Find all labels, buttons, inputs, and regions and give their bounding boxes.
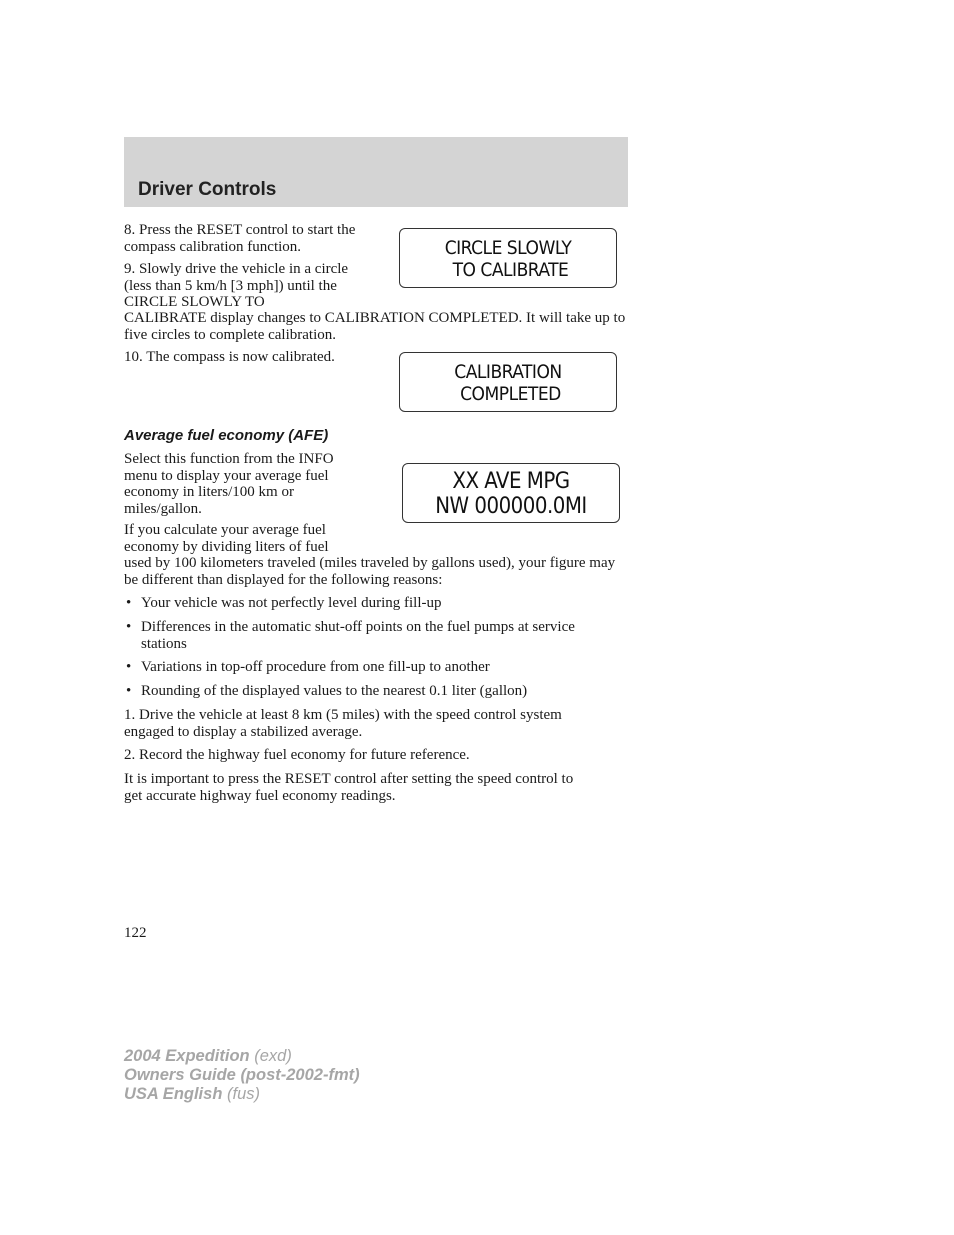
afe-intro-text: Select this function from the INFO menu to display your average fuel economy in liters/100 km or miles/gallon.	[124, 451, 334, 517]
footer-line-3	[124, 1085, 360, 1104]
lcd-display-calibration-completed	[399, 352, 617, 412]
step-9-text-part1: 9. Slowly drive the vehicle in a circle (less than 5 km/h [3 mph]) until the CIRCLE SLOWLY TO	[124, 261, 349, 310]
document-footer	[124, 1047, 360, 1104]
lcd-line-2: COMPLETED	[455, 383, 561, 405]
lcd-line-1: CIRCLE SLOWLY	[444, 237, 572, 259]
bullet-icon: •	[126, 659, 132, 675]
footer-model-code: (exd)	[249, 1047, 292, 1065]
afe-heading: Average fuel economy (AFE)	[124, 427, 329, 444]
afe-step-1-text: 1. Drive the vehicle at least 8 km (5 miles) with the speed control system engaged to display a stabilized average.	[124, 707, 562, 740]
bullet-icon: •	[126, 619, 132, 635]
lcd-line-1: XX AVE MPG	[452, 469, 570, 494]
lcd-display-circle-slowly	[399, 228, 617, 288]
bullet-icon: •	[126, 595, 132, 611]
afe-calc-text-part1: If you calculate your average fuel economy by dividing liters of fuel	[124, 522, 329, 555]
footer-language-code: (fus)	[222, 1085, 260, 1103]
afe-calc-text-part2: used by 100 kilometers traveled (miles traveled by gallons used), your figure may be different than displayed for the following reasons:	[124, 555, 616, 588]
section-header-band	[124, 137, 628, 207]
reason-text: Your vehicle was not perfectly level during fill-up	[141, 595, 442, 611]
reason-text: Rounding of the displayed values to the nearest 0.1 liter (gallon)	[141, 683, 528, 699]
footer-line-1	[124, 1047, 360, 1066]
footer-language: USA English	[124, 1085, 223, 1103]
step-8-text: 8. Press the RESET control to start the compass calibration function.	[124, 222, 356, 255]
reset-note-text: It is important to press the RESET control after setting the speed control to get accurate highway fuel economy readings.	[124, 771, 574, 804]
bullet-icon: •	[126, 683, 132, 699]
afe-step-2-text: 2. Record the highway fuel economy for future reference.	[124, 747, 470, 763]
footer-model: 2004 Expedition	[124, 1047, 250, 1065]
page-number: 122	[124, 925, 147, 941]
footer-line-2: Owners Guide (post-2002-fmt)	[124, 1066, 360, 1084]
lcd-line-2: TO CALIBRATE	[447, 259, 569, 281]
lcd-display-average-mpg	[402, 463, 620, 523]
step-10-text: 10. The compass is now calibrated.	[124, 349, 335, 365]
reason-text: Variations in top-off procedure from one fill-up to another	[141, 659, 490, 675]
reason-text: Differences in the automatic shut-off points on the fuel pumps at service stations	[141, 619, 575, 652]
lcd-line-1: CALIBRATION	[454, 361, 562, 383]
lcd-line-2: NW 000000.0MI	[435, 494, 587, 519]
step-9-text-part2: CALIBRATE display changes to CALIBRATION COMPLETED. It will take up to five circles to complete calibration.	[124, 310, 626, 343]
section-title: Driver Controls	[138, 179, 277, 200]
